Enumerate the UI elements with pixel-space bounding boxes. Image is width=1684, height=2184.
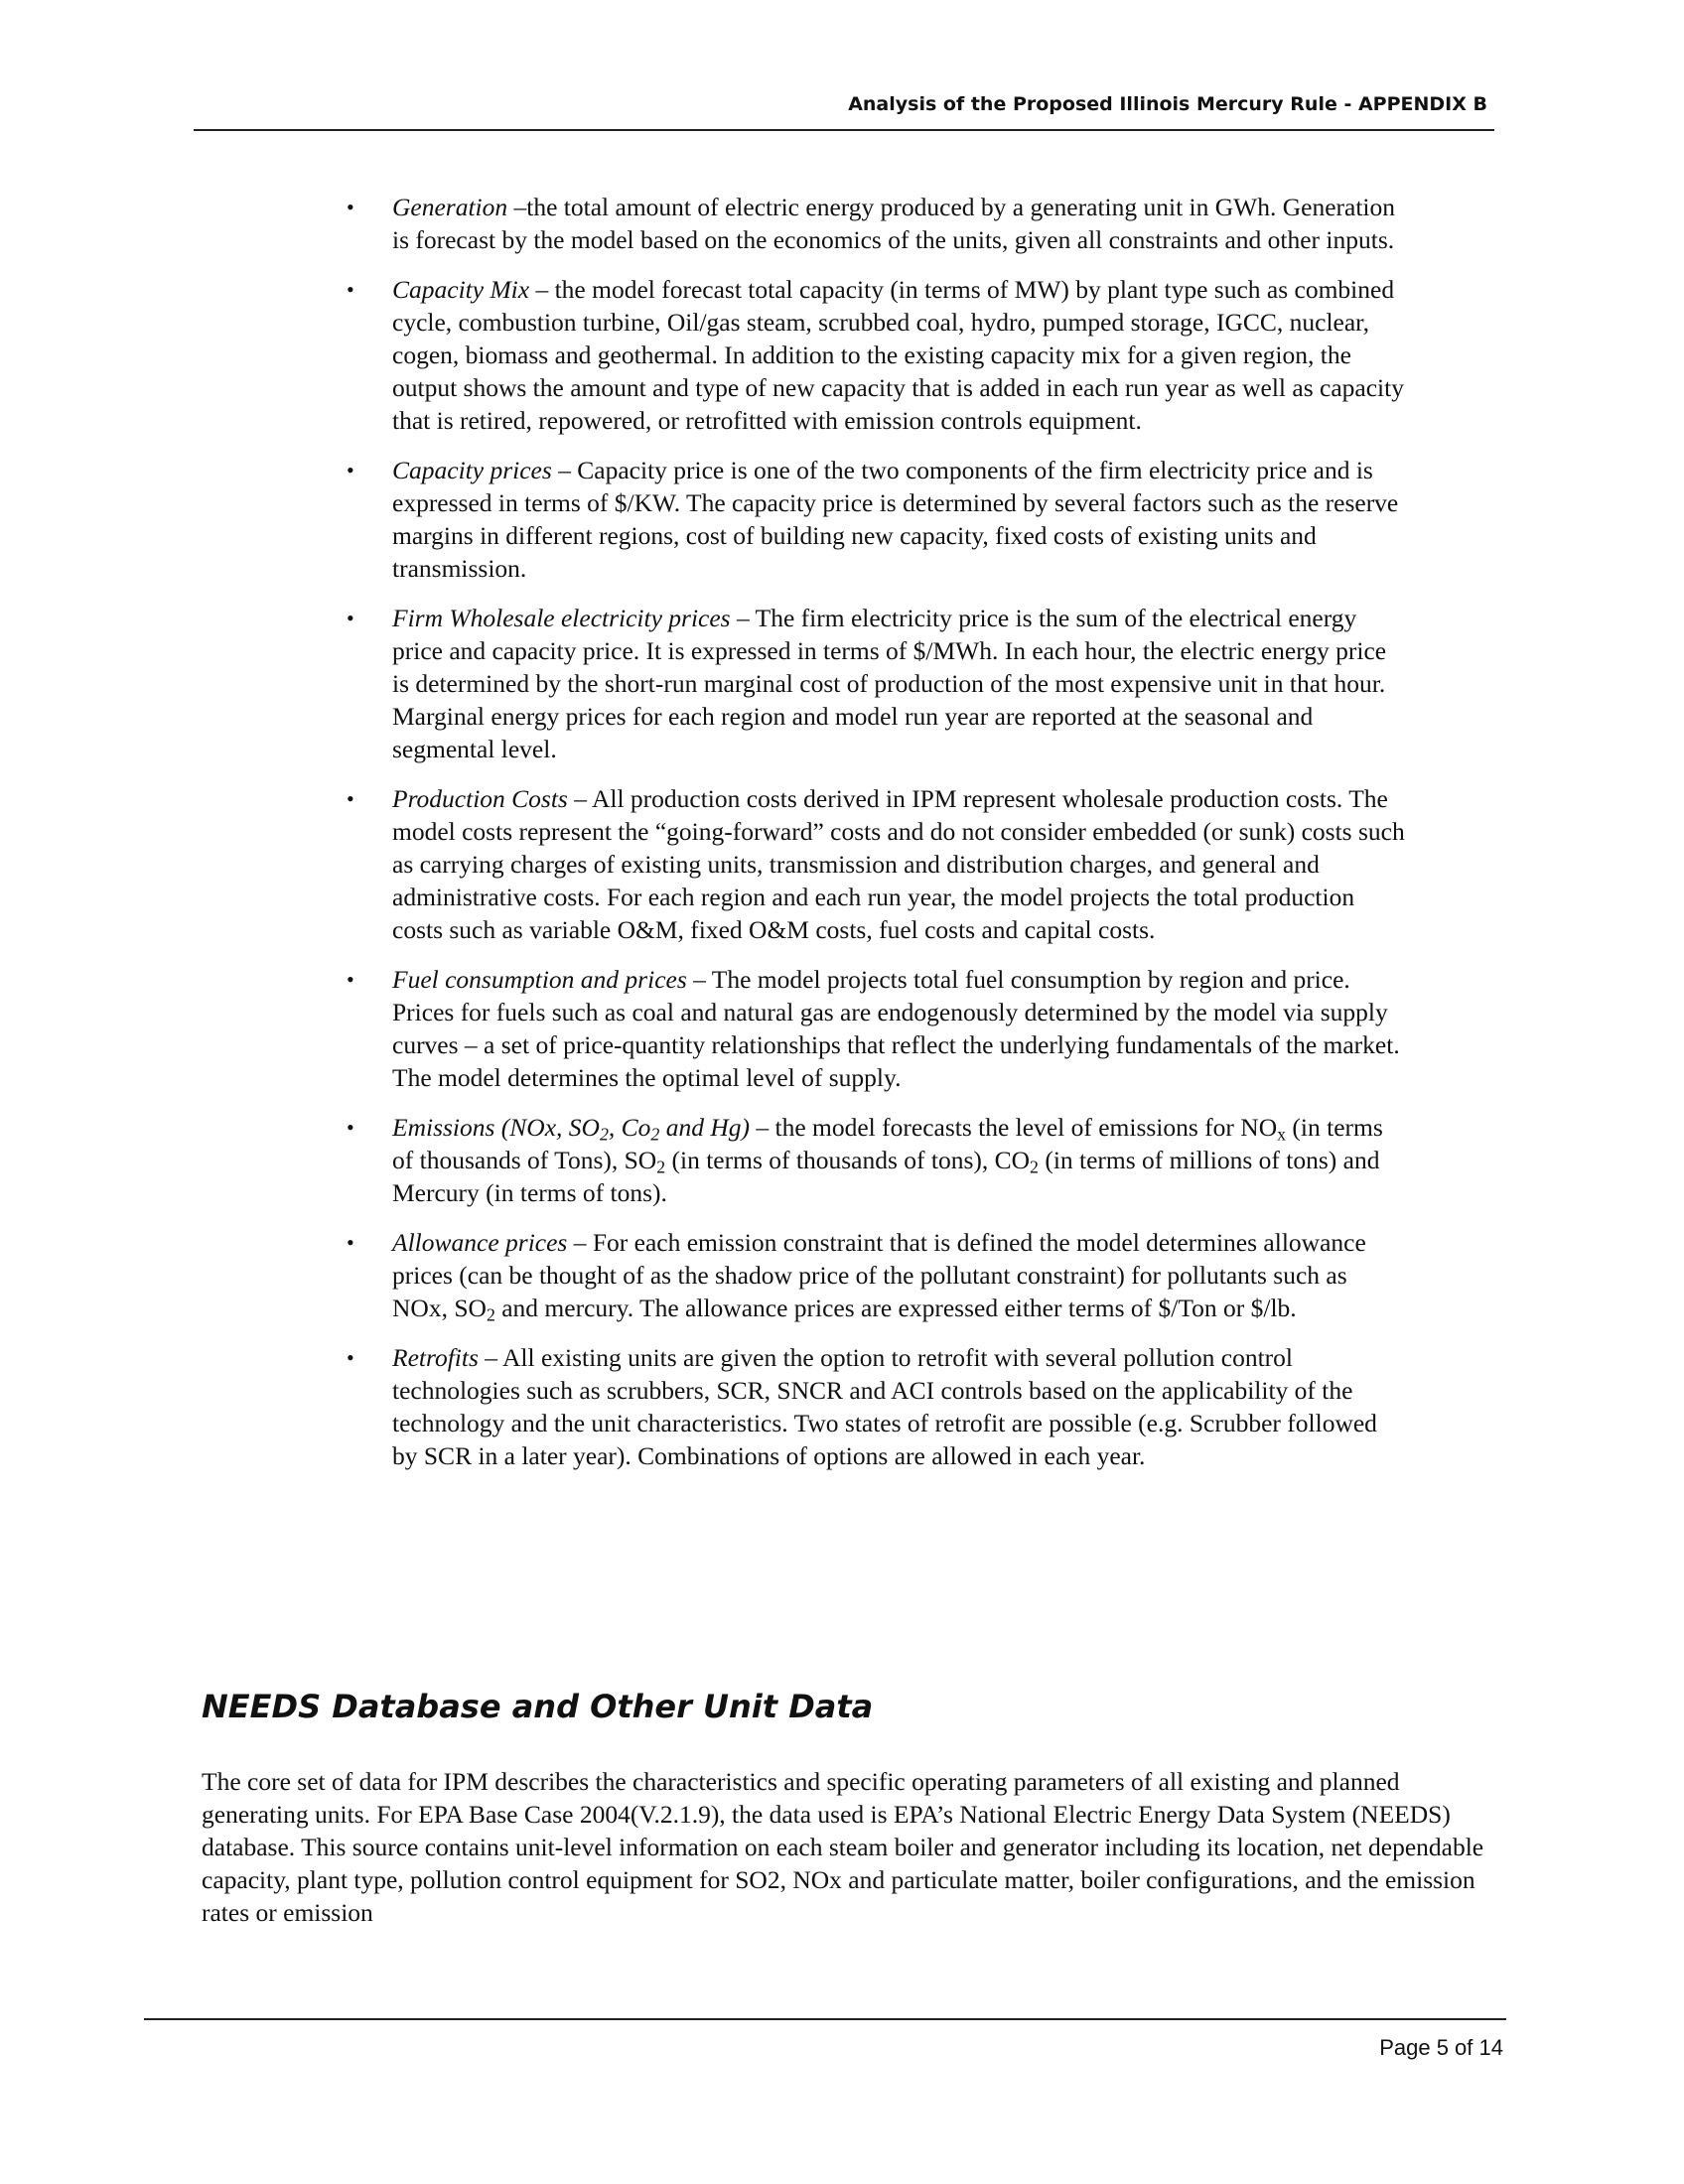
term: Capacity Mix (392, 275, 530, 304)
definition-text: – The firm electricity price is the sum of the electrical energy price and capacity price. It is expressed in terms of $/MWh. In each hour, the electric energy price is determined by the short-run marginal cost of production of the most expensive unit in that hour. Marginal energy prices for each region and model run year are reported at the seasonal and segmental level. (392, 604, 1387, 763)
definition-text: – the model forecast total capacity (in terms of MW) by plant type such as combined cycle, combustion turbine, Oil/gas steam, scrubbed coal, hydro, pumped storage, IGCC, nuclear, cogen, biomass and geothermal. In addition to the existing capacity mix for a given region, the output shows the amount and type of new capacity that is added in each run year as well as capacity that is retired, repowered, or retrofitted with emission controls equipment. (392, 275, 1404, 435)
list-item-firm-wholesale-prices (347, 602, 1405, 765)
definition-text: – All existing units are given the option to retrofit with several pollution control technologies such as scrubbers, SCR, SNCR and ACI controls based on the applicability of the technology and the unit characteristics. Two states of retrofit are possible (e.g. Scrubber followed by SCR in a later year). Combinations of options are allowed in each year. (392, 1343, 1377, 1470)
bullet-icon: • (347, 606, 354, 630)
header-rule (194, 129, 1494, 131)
definition-list (347, 191, 1405, 1489)
list-item-generation (347, 191, 1405, 256)
list-item-capacity-mix (347, 273, 1405, 437)
bullet-icon: • (347, 277, 354, 302)
header-title: Analysis of the Proposed Illinois Mercury Rule - APPENDIX B (848, 93, 1487, 115)
definition-text: –the total amount of electric energy produced by a generating unit in GWh. Generation is forecast by the model based on the economics of the units, given all constraints and other inputs. (392, 193, 1396, 254)
term: Firm Wholesale electricity prices (392, 604, 731, 632)
bullet-icon: • (347, 1115, 354, 1140)
term: Emissions (NOx, $SO_2$, $Co_2$ and Hg) (392, 1113, 750, 1145)
section-heading: NEEDS Database and Other Unit Data (202, 1688, 874, 1725)
term: Generation (392, 193, 508, 221)
bullet-icon: • (347, 458, 354, 482)
term: Production Costs (392, 784, 568, 813)
list-item-capacity-prices (347, 454, 1405, 585)
list-item-emissions (347, 1111, 1405, 1209)
definition-text: – Capacity price is one of the two components of the firm electricity price and is expressed in terms of $/KW. The capacity price is determined by several factors such as the reserve margins in different regions, cost of building new capacity, fixed costs of existing units and transmission. (392, 456, 1399, 583)
definition-text: – For each emission constraint that is defined the model determines allowance prices (can be thought of as the shadow price of the pollutant constraint) for pollutants such as NOx, $SO_2$ and mercury. The allowance prices are expressed either terms of $/Ton or $/lb. (392, 1228, 1366, 1325)
term: Retrofits (392, 1343, 479, 1372)
bullet-icon: • (347, 786, 354, 811)
term: Allowance prices (392, 1228, 568, 1257)
list-item-retrofits (347, 1341, 1405, 1472)
list-item-production-costs (347, 782, 1405, 946)
page-number: Page 5 of 14 (1379, 2035, 1503, 2060)
bullet-icon: • (347, 1230, 354, 1255)
bullet-icon: • (347, 1345, 354, 1370)
term: Fuel consumption and prices (392, 965, 687, 994)
body-paragraph: The core set of data for IPM describes the characteristics and specific operating parameters of all existing and planned generating units. For EPA Base Case 2004(V.2.1.9), the data used is EPA’s National Electric Energy Data System (NEEDS) database. This source contains unit-level information on each steam boiler and generator including its location, net dependable capacity, plant type, pollution control equipment for SO2, NOx and particulate matter, boiler configurations, and the emission rates or emission (202, 1767, 1484, 1927)
bullet-icon: • (347, 195, 354, 219)
definition-text: – All production costs derived in IPM represent wholesale production costs. The model costs represent the “going-forward” costs and do not consider embedded (or sunk) costs such as carrying charges of existing units, transmission and distribution charges, and general and administrative costs. For each region and each run year, the model projects the total production costs such as variable O&M, fixed O&M costs, fuel costs and capital costs. (392, 784, 1405, 944)
bullet-icon: • (347, 967, 354, 992)
list-item-fuel-consumption (347, 963, 1405, 1094)
footer-rule (144, 2018, 1506, 2020)
list-item-allowance-prices (347, 1226, 1405, 1325)
definition-text: – The model projects total fuel consumption by region and price. Prices for fuels such as coal and natural gas are endogenously determined by the model via supply curves – a set of price-quantity relationships that reflect the underlying fundamentals of the market. The model determines the optimal level of supply. (392, 965, 1400, 1092)
definition-text: – the model forecasts the level of emissions for $NO_x$ (in terms of thousands of Tons), $SO_2$ (in terms of thousands of tons), $CO_2$ (in terms of millions of tons) and Mercury (in terms of tons). (392, 1113, 1383, 1207)
term: Capacity prices (392, 456, 552, 484)
